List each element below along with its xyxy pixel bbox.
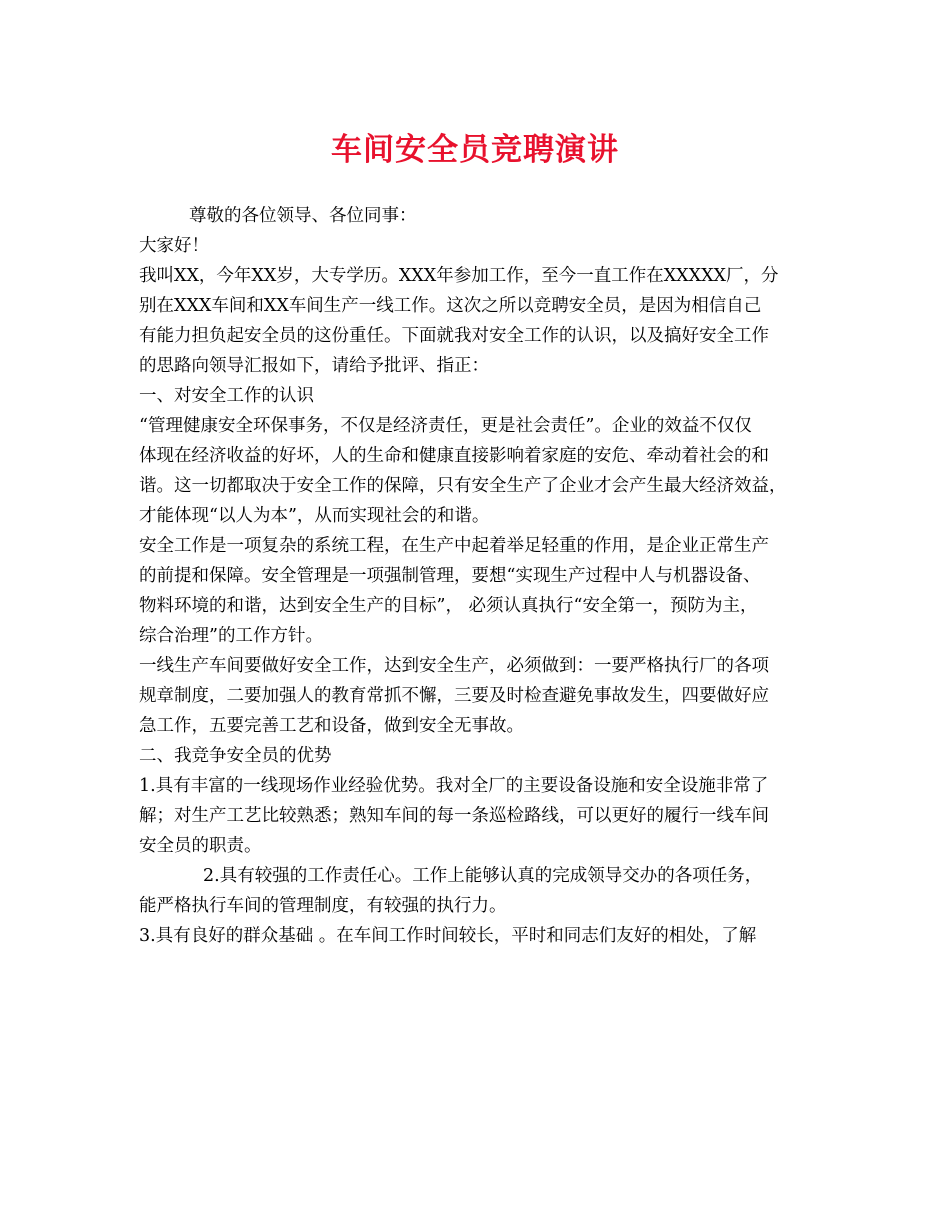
paragraph-line: 一线生产车间要做好安全工作，达到安全生产，必须做到：一要严格执行厂的各项: [139, 656, 769, 676]
section-heading: 一、对安全工作的认识: [139, 386, 314, 406]
paragraph-line: 才能体现“以人为本”，从而实现社会的和谐。: [139, 506, 490, 526]
document-title: 车间安全员竞聘演讲: [331, 132, 619, 168]
greeting: 大家好！: [139, 236, 209, 256]
paragraph-line: 急工作，五要完善工艺和设备，做到安全无事故。: [139, 716, 524, 736]
paragraph-line: 物料环境的和谐，达到安全生产的目标”， 必须认真执行“安全第一，预防为主，: [139, 596, 758, 616]
paragraph-line: 的思路向领导汇报如下，请给予批评、指正：: [139, 356, 489, 376]
list-item-line: 安全员的职责。: [139, 836, 262, 856]
list-item-line: 2.具有较强的工作责任心。工作上能够认真的完成领导交办的各项任务，: [203, 866, 763, 886]
paragraph-line: 我叫XX，今年XX岁，大专学历。XXX年参加工作，至今一直工作在XXXXX厂，分: [139, 266, 779, 286]
document-body: [139, 201, 829, 951]
salutation: 尊敬的各位领导、各位同事：: [189, 206, 417, 226]
section-heading: 二、我竞争安全员的优势: [139, 746, 332, 766]
paragraph-line: 有能力担负起安全员的这份重任。下面就我对安全工作的认识，以及搞好安全工作: [139, 326, 769, 346]
list-item-line: 解；对生产工艺比较熟悉；熟知车间的每一条巡检路线，可以更好的履行一线车间: [139, 806, 769, 826]
list-item-line: 1.具有丰富的一线现场作业经验优势。我对全厂的主要设备设施和安全设施非常了: [139, 776, 769, 796]
paragraph-line: 综合治理”的工作方针。: [139, 626, 323, 646]
paragraph-line: 安全工作是一项复杂的系统工程，在生产中起着举足轻重的作用，是企业正常生产: [139, 536, 769, 556]
list-item-line: 3.具有良好的群众基础 。在车间工作时间较长，平时和同志们友好的相处，了解: [139, 926, 757, 946]
paragraph-line: 别在XXX车间和XX车间生产一线工作。这次之所以竞聘安全员，是因为相信自己: [139, 296, 762, 316]
paragraph-line: 谐。这一切都取决于安全工作的保障，只有安全生产了企业才会产生最大经济效益，: [139, 476, 787, 496]
paragraph-line: 的前提和保障。安全管理是一项强制管理，要想“实现生产过程中人与机器设备、: [139, 566, 761, 586]
list-item-line: 能严格执行车间的管理制度，有较强的执行力。: [139, 896, 507, 916]
paragraph-line: 规章制度，二要加强人的教育常抓不懈，三要及时检查避免事故发生，四要做好应: [139, 686, 769, 706]
paragraph-line: “管理健康安全环保事务，不仅是经济责任，更是社会责任”。企业的效益不仅仅: [139, 416, 752, 436]
paragraph-line: 体现在经济收益的好坏，人的生命和健康直接影响着家庭的安危、牵动着社会的和: [139, 446, 769, 466]
